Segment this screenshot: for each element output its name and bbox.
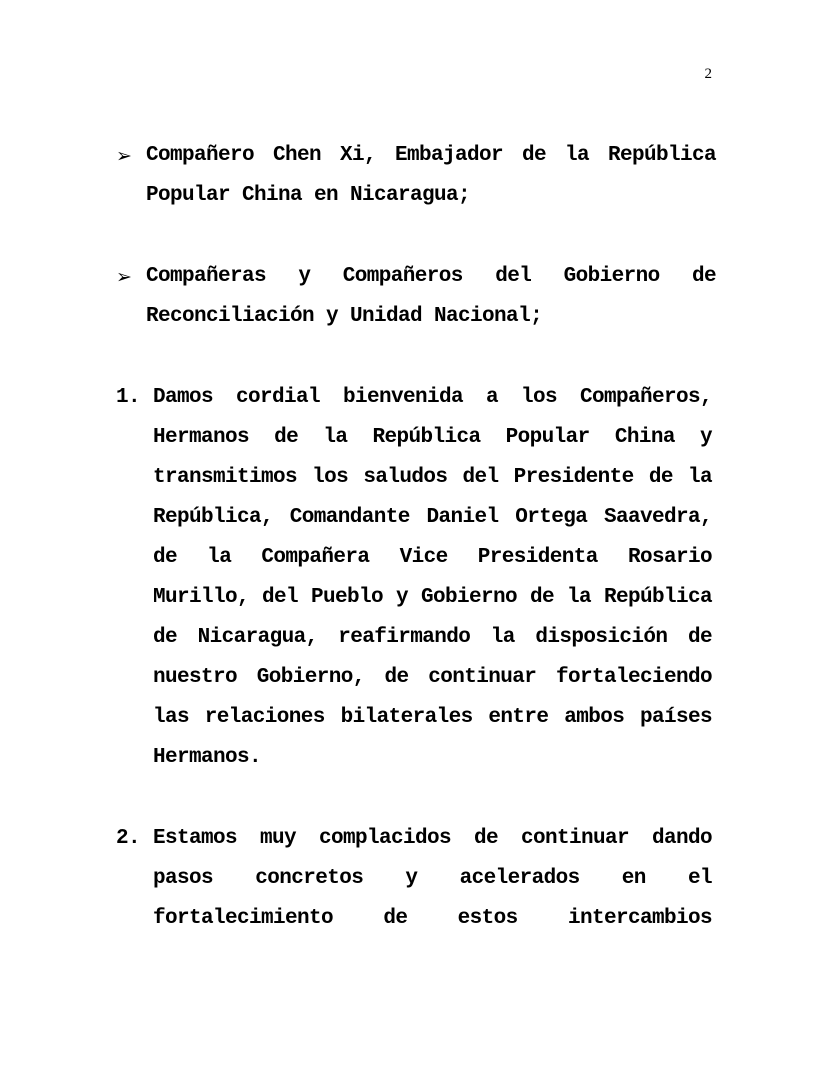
numbered-item bbox=[116, 819, 712, 939]
arrowhead-bullet-icon: ➢ bbox=[116, 145, 132, 167]
bullet-text: Compañeras y Compañeros del Gobierno de Reconciliación y Unidad Nacional; bbox=[146, 265, 716, 328]
bullet-item bbox=[116, 136, 716, 216]
item-number: 2. bbox=[116, 827, 141, 850]
numbered-text: Damos cordial bienvenida a los Compañeros, Hermanos de la República Popular China y transmitimos los saludos del Presidente de la República, Comandante Daniel Ortega Saavedra, de la Compañera Vice Presidenta Rosario Murillo, del Pueblo y Gobierno de la República de Nicaragua, reafirmando la disposición de nuestro Gobierno, de continuar fortaleciendo las relaciones bilaterales entre ambos países Hermanos. bbox=[153, 386, 712, 769]
numbered-item bbox=[116, 378, 712, 778]
bullet-item bbox=[116, 257, 716, 337]
bullet-text: Compañero Chen Xi, Embajador de la República Popular China en Nicaragua; bbox=[146, 144, 716, 207]
arrowhead-bullet-icon: ➢ bbox=[116, 266, 132, 288]
numbered-text: Estamos muy complacidos de continuar dando pasos concretos y acelerados en el fortalecimiento de estos intercambios bbox=[153, 827, 712, 930]
page-number: 2 bbox=[704, 66, 712, 82]
item-number: 1. bbox=[116, 386, 141, 409]
